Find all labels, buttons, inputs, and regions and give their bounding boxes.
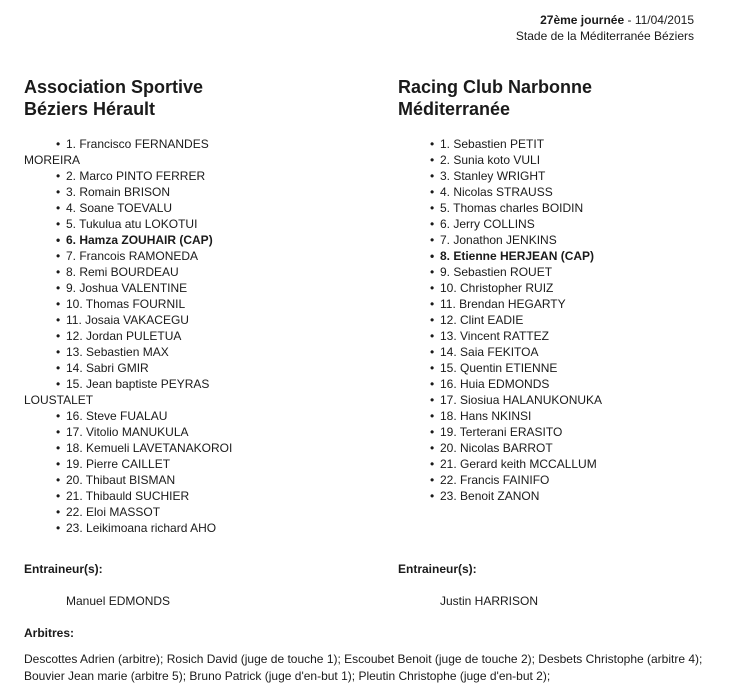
player-item — [398, 296, 728, 312]
player-name: 10. Thomas FOURNIL — [66, 297, 186, 311]
player-item — [398, 456, 728, 472]
player-name: 14. Sabri GMIR — [66, 361, 149, 375]
bullet-icon: • — [430, 345, 435, 359]
player-name: 22. Eloi MASSOT — [66, 505, 161, 519]
player-name: 5. Tukulua atu LOKOTUI — [66, 217, 198, 231]
player-item — [398, 472, 728, 488]
player-name: 20. Thibaut BISMAN — [66, 473, 176, 487]
referees-label: Arbitres: — [24, 626, 75, 640]
player-name: 6. Hamza ZOUHAIR (CAP) — [66, 233, 213, 247]
player-item — [398, 232, 728, 248]
player-item — [24, 280, 354, 296]
player-item — [398, 184, 728, 200]
player-name: 18. Hans NKINSI — [440, 409, 532, 423]
player-name: 7. Francois RAMONEDA — [66, 249, 199, 263]
player-item — [24, 168, 354, 184]
away-coach-name: Justin HARRISON — [440, 594, 539, 608]
referees-text: Descottes Adrien (arbitre); Rosich David (juge de touche 1); Escoubet Benoit (juge de touche 2); Desbets Christophe (arbitre 4); Bouvier Jean marie (arbitre 5); Bruno Patrick (juge d'en-but 1); Pleutin Christophe (juge d'en-but 2); — [24, 652, 703, 683]
bullet-icon: • — [56, 521, 61, 535]
bullet-icon: • — [430, 249, 435, 263]
player-item — [398, 216, 728, 232]
player-name: 1. Francisco FERNANDES — [66, 137, 209, 151]
player-name: 21. Thibauld SUCHIER — [66, 489, 190, 503]
player-name: 17. Vitolio MANUKULA — [66, 425, 189, 439]
player-name: 19. Terterani ERASITO — [440, 425, 563, 439]
player-name: 11. Brendan HEGARTY — [440, 297, 566, 311]
bullet-icon: • — [56, 329, 61, 343]
bullet-icon: • — [56, 249, 61, 263]
home-team — [24, 76, 354, 536]
bullet-icon: • — [56, 505, 61, 519]
player-name: 1. Sebastien PETIT — [440, 137, 545, 151]
bullet-icon: • — [56, 233, 61, 247]
away-player-list — [398, 136, 728, 504]
player-name: 16. Huia EDMONDS — [440, 377, 550, 391]
player-item — [398, 168, 728, 184]
player-item — [398, 408, 728, 424]
player-item — [398, 280, 728, 296]
player-name: 12. Clint EADIE — [440, 313, 524, 327]
bullet-icon: • — [430, 457, 435, 471]
home-coach-label: Entraineur(s): — [24, 562, 103, 576]
player-name: 23. Benoit ZANON — [440, 489, 540, 503]
bullet-icon: • — [56, 457, 61, 471]
player-name: 3. Romain BRISON — [66, 185, 171, 199]
bullet-icon: • — [430, 329, 435, 343]
player-item — [398, 344, 728, 360]
bullet-icon: • — [430, 425, 435, 439]
bullet-icon: • — [430, 313, 435, 327]
player-item — [24, 312, 354, 328]
player-name: 21. Gerard keith MCCALLUM — [440, 457, 597, 471]
bullet-icon: • — [430, 441, 435, 455]
bullet-icon: • — [56, 361, 61, 375]
player-item — [24, 456, 354, 472]
player-item — [24, 360, 354, 376]
player-name: 16. Steve FUALAU — [66, 409, 168, 423]
player-item — [24, 136, 354, 168]
player-item — [24, 440, 354, 456]
away-team — [398, 76, 728, 504]
player-item — [24, 296, 354, 312]
bullet-icon: • — [430, 153, 435, 167]
player-name: 20. Nicolas BARROT — [440, 441, 553, 455]
bullet-icon: • — [56, 137, 61, 151]
bullet-icon: • — [430, 217, 435, 231]
player-name: 22. Francis FAINIFO — [440, 473, 550, 487]
player-name: 13. Vincent RATTEZ — [440, 329, 549, 343]
player-item — [24, 504, 354, 520]
player-name: 5. Thomas charles BOIDIN — [440, 201, 584, 215]
player-item — [398, 376, 728, 392]
player-item — [24, 264, 354, 280]
bullet-icon: • — [430, 281, 435, 295]
player-item — [398, 264, 728, 280]
bullet-icon: • — [56, 441, 61, 455]
player-name: 14. Saia FEKITOA — [440, 345, 539, 359]
player-name: 7. Jonathon JENKINS — [440, 233, 557, 247]
player-item — [24, 328, 354, 344]
player-name: 2. Sunia koto VULI — [440, 153, 541, 167]
bullet-icon: • — [56, 425, 61, 439]
player-name: 4. Soane TOEVALU — [66, 201, 173, 215]
player-item — [398, 440, 728, 456]
player-name: 18. Kemueli LAVETANAKOROI — [66, 441, 233, 455]
player-item — [24, 376, 354, 408]
player-item — [24, 488, 354, 504]
player-item — [398, 488, 728, 504]
away-team-name-line2: Méditerranée — [398, 99, 511, 119]
bullet-icon: • — [56, 185, 61, 199]
bullet-icon: • — [430, 265, 435, 279]
bullet-icon: • — [430, 137, 435, 151]
bullet-icon: • — [430, 377, 435, 391]
bullet-icon: • — [430, 393, 435, 407]
player-name: 17. Siosiua HALANUKONUKA — [440, 393, 603, 407]
bullet-icon: • — [430, 185, 435, 199]
player-name: 8. Remi BOURDEAU — [66, 265, 179, 279]
away-team-name-line1: Racing Club Narbonne — [398, 77, 593, 97]
bullet-icon: • — [56, 297, 61, 311]
matchday-line: 27ème journée - 11/04/2015 — [540, 13, 694, 27]
player-item — [398, 136, 728, 152]
home-team-name-line1: Association Sportive — [24, 77, 204, 97]
player-item — [398, 200, 728, 216]
bullet-icon: • — [56, 489, 61, 503]
bullet-icon: • — [430, 201, 435, 215]
stadium: Stade de la Méditerranée Béziers — [515, 29, 694, 43]
match-header — [516, 12, 694, 44]
player-item — [398, 312, 728, 328]
player-item — [398, 360, 728, 376]
player-name: 23. Leikimoana richard AHO — [66, 521, 217, 535]
player-name: 3. Stanley WRIGHT — [440, 169, 546, 183]
home-team-name-line2: Béziers Hérault — [24, 99, 156, 119]
player-item — [24, 344, 354, 360]
player-name: 8. Etienne HERJEAN (CAP) — [440, 249, 595, 263]
player-item — [398, 152, 728, 168]
player-name: 10. Christopher RUIZ — [440, 281, 554, 295]
bullet-icon: • — [56, 377, 61, 391]
bullet-icon: • — [430, 169, 435, 183]
player-item — [24, 232, 354, 248]
bullet-icon: • — [56, 281, 61, 295]
player-item — [24, 248, 354, 264]
bullet-icon: • — [430, 489, 435, 503]
bullet-icon: • — [56, 473, 61, 487]
player-item — [24, 424, 354, 440]
bullet-icon: • — [56, 345, 61, 359]
home-coach-name: Manuel EDMONDS — [66, 594, 171, 608]
bullet-icon: • — [56, 217, 61, 231]
player-item — [24, 184, 354, 200]
player-item — [24, 216, 354, 232]
away-coach-label: Entraineur(s): — [398, 562, 477, 576]
bullet-icon: • — [430, 409, 435, 423]
player-name: 11. Josaia VAKACEGU — [66, 313, 189, 327]
bullet-icon: • — [56, 313, 61, 327]
match-date: 11/04/2015 — [634, 13, 694, 27]
player-name: 2. Marco PINTO FERRER — [66, 169, 206, 183]
bullet-icon: • — [56, 265, 61, 279]
player-name: 19. Pierre CAILLET — [66, 457, 171, 471]
player-name: 13. Sebastien MAX — [66, 345, 169, 359]
bullet-icon: • — [56, 409, 61, 423]
player-name: 15. Jean baptiste PEYRAS — [66, 377, 210, 391]
matchday: 27ème journée — [540, 13, 625, 27]
player-item — [398, 424, 728, 440]
player-name: 6. Jerry COLLINS — [440, 217, 535, 231]
bullet-icon: • — [56, 169, 61, 183]
player-name: 15. Quentin ETIENNE — [440, 361, 558, 375]
away-team-name — [398, 76, 728, 120]
player-name: 9. Sebastien ROUET — [440, 265, 553, 279]
player-item — [398, 392, 728, 408]
player-name: 9. Joshua VALENTINE — [66, 281, 188, 295]
player-name-continuation: LOUSTALET — [24, 393, 94, 407]
player-item — [398, 328, 728, 344]
bullet-icon: • — [430, 361, 435, 375]
player-item — [24, 200, 354, 216]
player-item — [398, 248, 728, 264]
player-name-continuation: MOREIRA — [24, 153, 81, 167]
player-item — [24, 472, 354, 488]
player-name: 4. Nicolas STRAUSS — [440, 185, 553, 199]
home-team-name — [24, 76, 354, 120]
home-player-list — [24, 136, 354, 536]
player-item — [24, 520, 354, 536]
bullet-icon: • — [430, 473, 435, 487]
player-item — [24, 408, 354, 424]
bullet-icon: • — [430, 233, 435, 247]
bullet-icon: • — [56, 201, 61, 215]
player-name: 12. Jordan PULETUA — [66, 329, 182, 343]
bullet-icon: • — [430, 297, 435, 311]
